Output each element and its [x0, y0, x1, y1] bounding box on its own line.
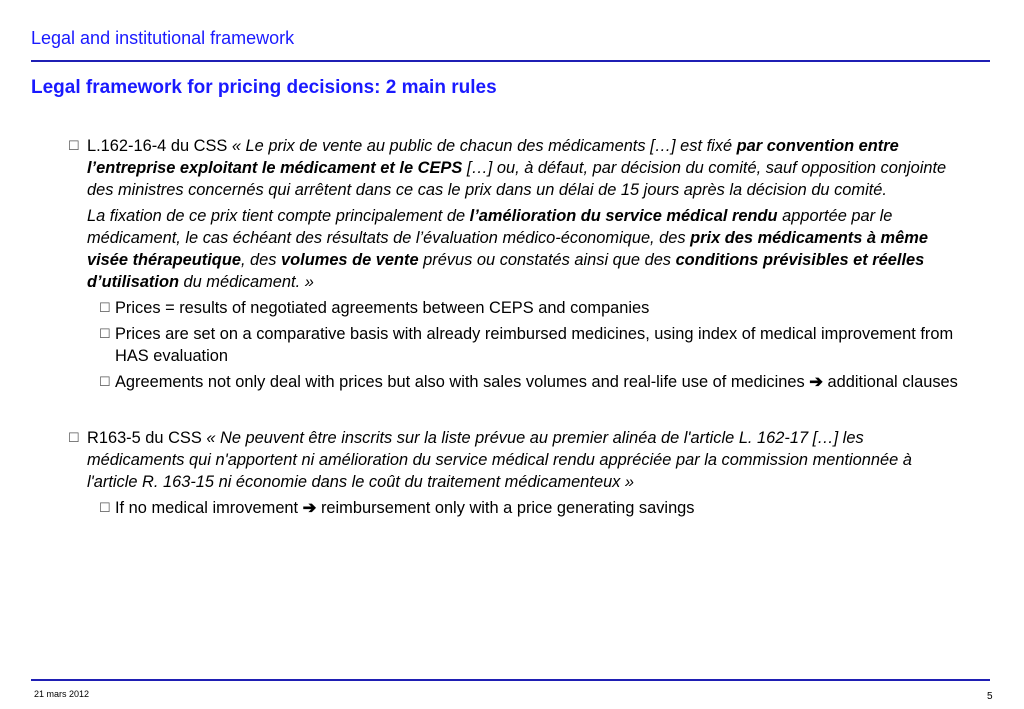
- right-arrow-icon: ➔: [809, 373, 823, 391]
- sub-bullet-comparative-basis: ☐ Prices are set on a comparative basis with already reimbursed medicines, using index of medical improvement from HAS evaluation: [99, 325, 954, 365]
- footer-divider: [31, 679, 990, 681]
- square-bullet-icon: ☐: [99, 326, 111, 341]
- sub-bullet-agreements-scope: ☐ Agreements not only deal with prices but also with sales volumes and real-life use of medicines ➔ additional clauses: [99, 373, 958, 391]
- header-divider: [31, 60, 990, 62]
- square-bullet-icon: ☐: [99, 374, 111, 389]
- footer-date: 21 mars 2012: [34, 689, 90, 699]
- rule-1-paragraph-2: La fixation de ce prix tient compte principalement de l’amélioration du service médical rendu apportée par le médicament, le cas échéant des résultats de l’évaluation médico-économique, des prix des médicaments à même visée thérapeutique, des volumes de vente prévus ou constatés ainsi que des conditions prévisibles et réelles d’utilisation du médicament. »: [87, 207, 928, 291]
- square-bullet-icon: ☐: [68, 430, 80, 445]
- square-bullet-icon: ☐: [68, 138, 80, 153]
- bullet-rule-1: [68, 135, 958, 201]
- rule-2-reference: R163-5 du CSS: [87, 429, 202, 447]
- rule-1-reference: L.162-16-4 du CSS: [87, 137, 228, 155]
- rule-1-quote: « Le prix de vente au public de chacun des médicaments […] est fixé par convention entre l’entreprise exploitant le médicament et le CEPS […] ou, à défaut, par décision du comité, sauf opposition conjointe des ministres concernés qui arrêtent dans ce cas le prix dans un délai de 15 jours après la décision du comité.: [87, 137, 947, 199]
- sub-bullet-negotiated-agreements: ☐ Prices = results of negotiated agreements between CEPS and companies: [99, 299, 650, 317]
- bullet-rule-2: [68, 427, 958, 493]
- square-bullet-icon: ☐: [99, 500, 111, 515]
- right-arrow-icon: ➔: [302, 499, 317, 517]
- page-number: 5: [987, 691, 993, 702]
- square-bullet-icon: ☐: [99, 300, 111, 315]
- slide-title: Legal framework for pricing decisions: 2 main rules: [31, 77, 497, 98]
- slide-content: [68, 135, 958, 519]
- sub-bullet-no-improvement: ☐ If no medical imrovement ➔ reimbursement only with a price generating savings: [99, 499, 695, 517]
- rule-2-quote: « Ne peuvent être inscrits sur la liste prévue au premier alinéa de l'article L. 162-17 […] les médicaments qui n'apportent ni amélioration du service médical rendu appréciée par la commission mentionnée à l'article R. 163-15 ni économie dans le coût du traitement médicamenteux »: [87, 429, 912, 491]
- section-title: Legal and institutional framework: [31, 28, 295, 48]
